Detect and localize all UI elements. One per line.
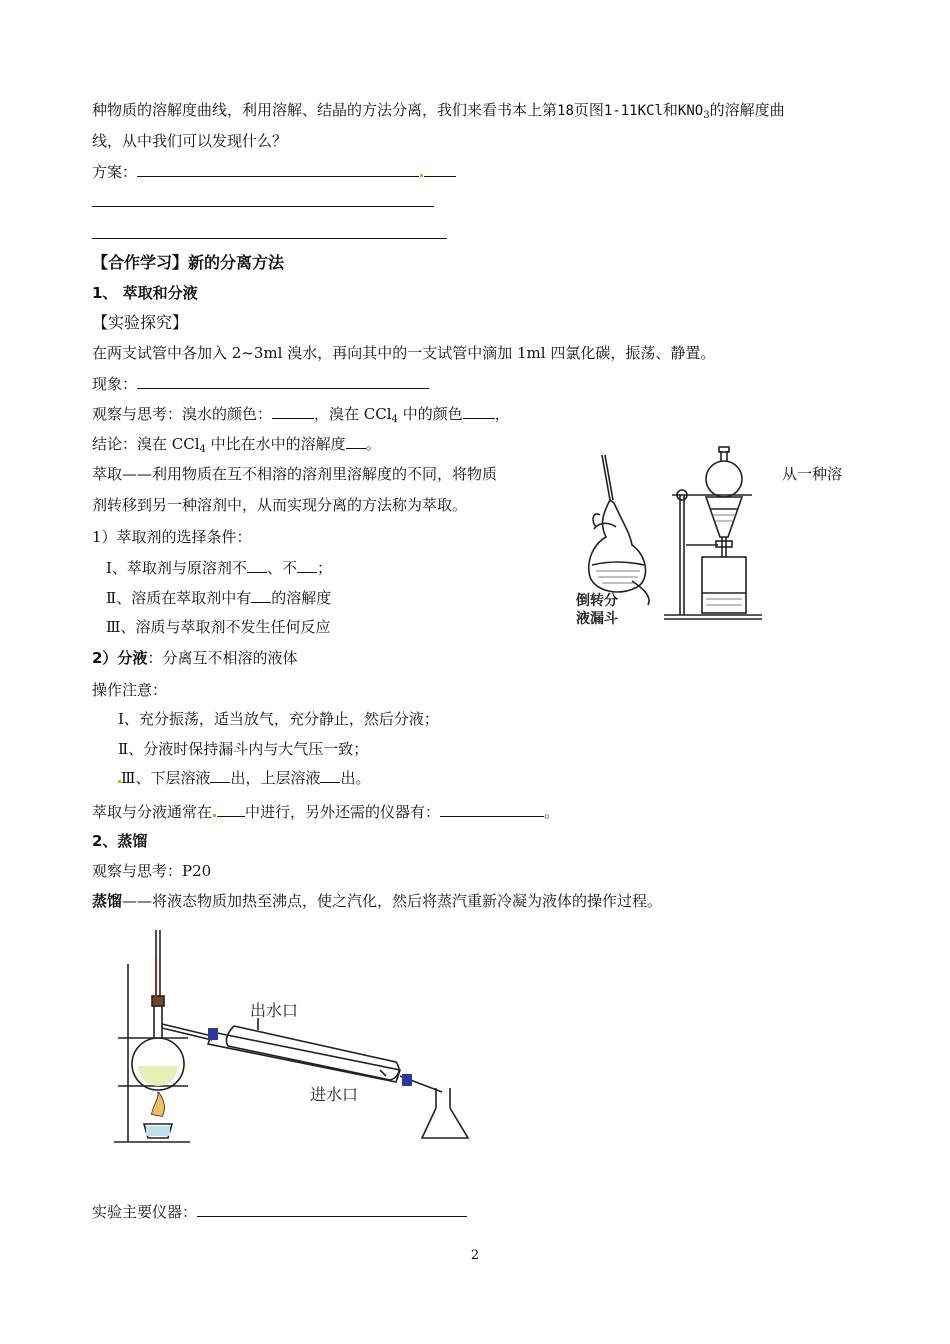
answer-line (92, 238, 447, 239)
experiment-text: 在两支试管中各加入 2~3ml 溴水，再向其中的一支试管中滴加 1ml 四氯化碳，振荡、静置。 (92, 344, 716, 362)
explore-heading: 【实验探究】 (92, 313, 189, 332)
note-3: Ⅲ、下层溶液 出，上层溶液 出。 (118, 767, 371, 788)
instruments-line: 实验主要仪器： (92, 1201, 467, 1222)
plan-line: 方案： (92, 161, 456, 182)
intro-line-1: 种物质的溶解度曲线，利用溶解、结晶的方法分离，我们来看书本上第18页图1-11KCl和$KNO_3$的溶解度曲 (92, 101, 785, 121)
water-in-label: 进水口 (310, 1085, 359, 1104)
distillation-apparatus-figure (100, 928, 480, 1148)
vessel-line: 萃取与分液通常在 中进行，另外还需的仪器有： 。 (92, 803, 560, 821)
page-number: 2 (470, 1248, 480, 1263)
observe-line: 观察与思考：溴水的颜色： ，溴在 CCl$_4$ 中的颜色 ， (92, 405, 510, 425)
section-heading: 【合作学习】新的分离方法 (92, 253, 285, 272)
condition-1: Ⅰ、萃取剂与原溶剂不 、不 ； (106, 559, 332, 577)
intro-line-2: 线，从中我们可以发现什么？ (92, 132, 288, 150)
funnel-caption-1: 倒转分 (576, 593, 618, 609)
condition-2: Ⅱ、溶质在萃取剂中有 的溶解度 (106, 589, 332, 607)
solvent-conditions-title: 1）萃取剂的选择条件： (92, 528, 252, 546)
extraction-def-1: 萃取——利用物质在互不相溶的溶剂里溶解度的不同，将物质 (92, 465, 498, 483)
funnel-caption-2: 液漏斗 (576, 611, 618, 627)
phenomenon-line: 现象： (92, 373, 429, 394)
notes-title: 操作注意： (92, 681, 168, 699)
extraction-def-2: 剂转移到另一种溶剂中，从而实现分离的方法称为萃取。 (92, 496, 468, 514)
extraction-def-1b: 从一种溶 (782, 465, 843, 483)
answer-line (92, 206, 434, 207)
distill-observe: 观察与思考：P20 (92, 862, 212, 880)
water-out-label: 出水口 (250, 1001, 299, 1020)
note-2: Ⅱ、分液时保持漏斗内与大气压一致； (118, 740, 369, 758)
conclusion-line: 结论：溴在 CCl$_4$ 中比在水中的溶解度 。 (92, 435, 381, 455)
note-1: Ⅰ、充分振荡，适当放气，充分静止，然后分液； (118, 710, 439, 728)
condition-3: Ⅲ、溶质与萃取剂不发生任何反应 (106, 618, 331, 636)
section-1-title: 1、 萃取和分液 (92, 284, 198, 302)
separation-line: 2）分液：分离互不相溶的液体 (92, 649, 298, 667)
section-2-title: 2、蒸馏 (92, 832, 148, 850)
separatory-funnel-figure (572, 445, 777, 630)
distill-def: 蒸馏——将液态物质加热至沸点，使之汽化，然后将蒸汽重新冷凝为液体的操作过程。 (92, 892, 663, 910)
